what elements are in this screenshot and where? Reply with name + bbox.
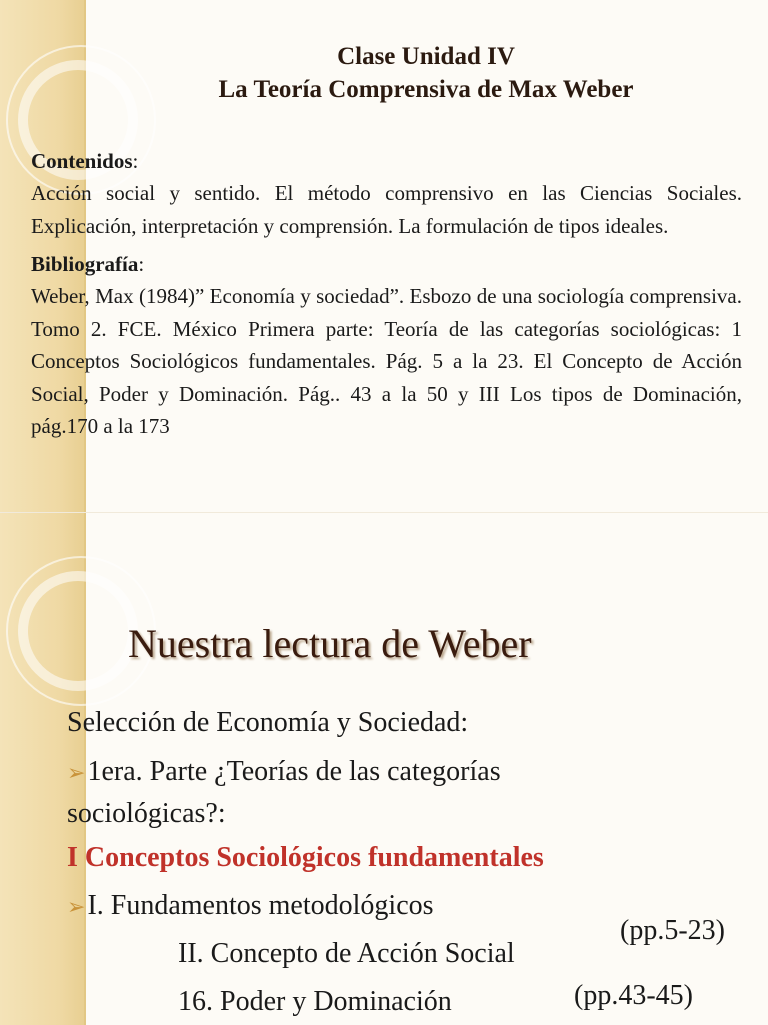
pages-reference-2: (pp.43-45) <box>574 980 693 1011</box>
bullet-arrow-icon: ➢ <box>67 894 86 919</box>
contenidos-heading <box>31 145 742 177</box>
parte-line-2: sociológicas?: <box>67 798 226 829</box>
contenidos-label: Contenidos <box>31 149 133 173</box>
title-line-2: La Teoría Comprensiva de Max Weber <box>218 76 634 103</box>
bullet-arrow-icon: ➢ <box>67 760 86 785</box>
contenidos-text: Acción social y sentido. El método comprensivo en las Ciencias Sociales. Explicación, interpretación y comprensión. La formulación de tipos ideales. <box>31 181 742 238</box>
seleccion-line: Selección de Economía y Sociedad: <box>67 707 469 738</box>
parte-line <box>67 755 501 790</box>
poder-line: 16. Poder y Dominación <box>178 986 452 1017</box>
bibliografia-label: Bibliografía <box>31 252 139 276</box>
slide-1-body <box>31 145 742 449</box>
bibliografia-colon: : <box>138 252 145 276</box>
fundamentos-text: I. Fundamentos metodológicos <box>87 890 434 921</box>
parte-text: 1era. Parte ¿Teorías de las categorías <box>87 756 501 787</box>
accion-line: II. Concepto de Acción Social <box>178 938 515 969</box>
slide-2-title: Nuestra lectura de Weber <box>128 621 532 666</box>
slide-1-title <box>84 40 768 106</box>
bibliografia-heading <box>31 248 742 280</box>
slide-1 <box>0 0 768 512</box>
fundamentos-line <box>67 889 434 924</box>
bibliografia-text: Weber, Max (1984)” Economía y sociedad”. Esbozo de una sociología comprensiva. Tomo 2. FCE. México Primera parte: Teoría de las categorías sociológicas: 1 Conceptos Sociológicos fundamentales. Pág. 5 a la 23. El Concepto de Acción Social, Poder y Dominación. Pág.. 43 a la 50 y III Los tipos de Dominación, pág.170 a la 173 <box>31 284 742 438</box>
contenidos-colon: : <box>132 149 139 173</box>
title-line-1: Clase Unidad IV <box>337 43 515 70</box>
pages-reference-1: (pp.5-23) <box>620 915 725 946</box>
conceptos-heading: I Conceptos Sociológicos fundamentales <box>67 842 544 873</box>
